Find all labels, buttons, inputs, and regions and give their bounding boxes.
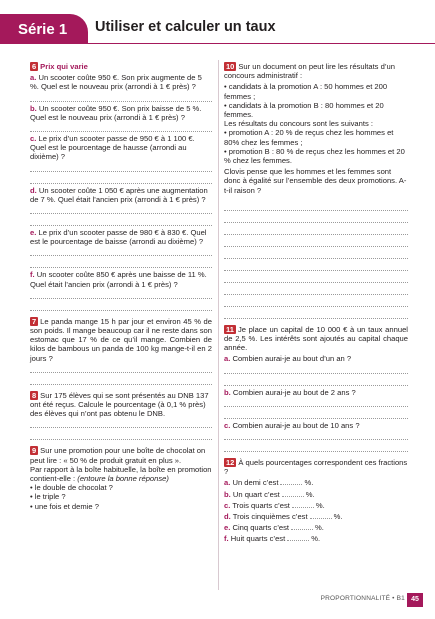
question-letter: e. [30, 228, 37, 238]
question-text: Cinq quarts c’est [232, 523, 290, 533]
answer-line [30, 174, 212, 184]
question-letter: a. [224, 354, 231, 364]
answer-line [224, 201, 408, 211]
exercise-number: 11 [226, 324, 234, 334]
answer-line [30, 258, 212, 268]
question-letter: b. [224, 489, 231, 499]
exercise-number: 12 [226, 458, 235, 468]
question-text: Un scooter coûte 1 050 € après une augmentation de 7 %. Quel était l’ancien prix (arrondi à 1 € près) ? [30, 185, 208, 204]
question-letter: c. [224, 500, 231, 510]
answer-line [30, 430, 212, 440]
question-letter: d. [30, 185, 37, 195]
list-item: • promotion A : 20 % de reçus chez les hommes et 80% chez les femmes ; [224, 128, 408, 146]
answer-line [30, 216, 212, 226]
answer-line [224, 430, 408, 440]
option-item[interactable]: • le triple ? [30, 492, 212, 501]
exercise-number: 6 [32, 62, 37, 71]
question-letter: f. [224, 534, 229, 544]
answer-line [30, 375, 212, 385]
question-6f [30, 270, 212, 288]
answer-line [224, 237, 408, 247]
list-item: • candidats à la promotion A : 50 hommes et 200 femmes ; [224, 82, 408, 100]
answer-blank[interactable] [282, 496, 304, 497]
exercise-number: 10 [226, 62, 235, 71]
question-text: Le prix d’un scooter passe de 980 € à 830 €. Quel est le pourcentage de baisse (arrondi au dixième) ? [30, 228, 207, 247]
question-text: Un scooter coûte 850 € après une baisse de 11 %. Quel était l’ancien prix (arrondi à 1 € près) ? [30, 270, 207, 289]
exercise-title: Prix qui varie [40, 62, 88, 71]
question-6c [30, 134, 212, 162]
exercise-9 [30, 446, 212, 510]
exercise-8 [30, 391, 212, 441]
answer-blank[interactable] [291, 529, 313, 530]
question-11a [224, 354, 408, 363]
exercise-number: 7 [32, 316, 37, 326]
exercise-10 [224, 62, 408, 319]
answer-line [30, 122, 212, 132]
exercise-12 [224, 458, 408, 544]
exercise-text: À quels pourcentages correspondent ces fractions ? [224, 458, 408, 477]
page-header [0, 0, 435, 44]
answer-line [30, 289, 212, 299]
exercise-text: Sur 175 élèves qui se sont présentés au DNB 137 ont été reçus. Calcule le pourcentage (à 0,1 % près) des élèves qui n’ont pas obtenu le DNB. [30, 390, 209, 419]
exercise-11 [224, 325, 408, 452]
exercise-text: Les résultats du concours sont les suivants : [224, 119, 373, 129]
answer-line [30, 418, 212, 428]
answer-line [224, 376, 408, 386]
question-text: Un quart c’est [232, 489, 280, 499]
question-text: Combien aurai-je au bout d’un an ? [232, 354, 352, 364]
instruction-text: (entoure la bonne réponse) [77, 474, 169, 484]
exercise-question: Clovis pense que les hommes et les femmes sont donc à égalité sur l’ensemble des deux promotions. A-t-il raison ? [224, 167, 407, 195]
page-number: 45 [407, 593, 423, 607]
header-rule [88, 43, 435, 44]
exercise-text: Je place un capital de 10 000 € à un taux annuel de 2,5 %. Les intérêts sont ajoutés au capital chaque année. [224, 324, 408, 353]
option-list [30, 483, 212, 511]
question-6b [30, 104, 212, 122]
answer-line [224, 409, 408, 419]
percent-suffix: %. [333, 512, 343, 522]
question-text: Huit quarts c’est [230, 534, 286, 544]
option-item[interactable]: • une fois et demie ? [30, 502, 212, 511]
question-letter: d. [224, 512, 231, 522]
question-6a [30, 73, 212, 91]
question-text: Un scooter coûte 950 €. Son prix augmente de 5 %. Quel est le nouveau prix (arrondi à 1 € près) ? [30, 73, 202, 92]
footer-label: PROPORTIONNALITÉ • B1 [320, 595, 405, 602]
question-letter: c. [224, 420, 231, 430]
fraction-item [224, 490, 408, 499]
question-text: Trois cinquièmes c’est [232, 512, 308, 522]
option-item[interactable]: • le double de chocolat ? [30, 483, 212, 492]
question-letter: a. [30, 73, 37, 83]
candidate-list [224, 82, 408, 119]
exercise-text: Sur un document on peut lire les résultats d’un concours administratif : [224, 62, 395, 81]
percent-suffix: %. [304, 478, 314, 488]
right-column [224, 62, 408, 550]
question-text: Combien aurai-je au bout de 10 ans ? [232, 420, 360, 430]
question-text: Le prix d’un scooter passe de 950 € à 1 100 €. Quel est le pourcentage de hausse (arrondi au dixième) ? [30, 134, 195, 162]
percent-suffix: %. [315, 500, 325, 510]
answer-line [224, 225, 408, 235]
answer-line [224, 364, 408, 374]
question-text: Trois quarts c’est [232, 500, 290, 510]
question-letter: a. [224, 478, 231, 488]
fraction-item [224, 534, 408, 543]
percent-suffix: %. [305, 489, 315, 499]
answer-line [30, 363, 212, 373]
series-tab [0, 14, 88, 44]
answer-line [224, 273, 408, 283]
question-letter: f. [30, 270, 35, 280]
answer-line [224, 285, 408, 295]
answer-line [30, 246, 212, 256]
question-letter: e. [224, 523, 231, 533]
question-6d [30, 186, 212, 204]
answer-line [30, 162, 212, 172]
answer-blank[interactable] [280, 484, 302, 485]
question-text: Un scooter coûte 950 €. Son prix baisse de 5 %. Quel est le nouveau prix (arrondi à 1 € près) ? [30, 103, 202, 122]
answer-line [224, 249, 408, 259]
question-11b [224, 388, 408, 397]
column-divider [218, 60, 219, 590]
question-text: Un demi c’est [232, 478, 279, 488]
fraction-item [224, 523, 408, 532]
question-6e [30, 228, 212, 246]
answer-line [30, 204, 212, 214]
list-item: • promotion B : 80 % de reçus chez les hommes et 20 % chez les femmes. [224, 147, 408, 165]
answer-line [224, 297, 408, 307]
answer-line [224, 442, 408, 452]
left-column [30, 62, 212, 517]
answer-line [224, 309, 408, 319]
fraction-item [224, 512, 408, 521]
exercise-text: Sur une promotion pour une boîte de chocolat on peut lire : « 50 % de produit gratuit en plus ». [30, 446, 206, 465]
page-footer [235, 593, 435, 607]
fraction-item [224, 501, 408, 510]
question-11c [224, 421, 408, 430]
exercise-number: 8 [32, 390, 37, 400]
page-title: Utiliser et calculer un taux [95, 19, 276, 35]
answer-line [30, 301, 212, 311]
answer-line [224, 397, 408, 407]
series-label: Série 1 [18, 21, 68, 38]
exercise-7 [30, 317, 212, 385]
percent-suffix: %. [311, 534, 321, 544]
answer-line [224, 261, 408, 271]
exercise-text: Le panda mange 15 h par jour et environ 45 % de son poids. Il mange beaucoup car il ne reste dans son estomac que 17 % de ce qu’il mange. Combien de kilos de bambous un panda de 100 kg mange-t-il en 2 jours ? [30, 316, 212, 363]
question-letter: c. [30, 134, 37, 144]
question-text: Combien aurai-je au bout de 2 ans ? [232, 387, 356, 397]
answer-line [30, 92, 212, 102]
exercise-number: 9 [32, 446, 37, 456]
percent-suffix: %. [315, 523, 324, 533]
results-list [224, 128, 408, 165]
answer-blank[interactable] [287, 540, 309, 541]
fraction-item [224, 478, 408, 487]
question-letter: b. [224, 387, 231, 397]
answer-line [224, 213, 408, 223]
answer-blank[interactable] [292, 507, 314, 508]
exercise-text: Par rapport à la boîte habituelle, la boîte en promotion contient-elle : [30, 464, 212, 484]
question-letter: b. [30, 103, 37, 113]
exercise-6 [30, 62, 212, 311]
answer-blank[interactable] [310, 518, 332, 519]
list-item: • candidats à la promotion B : 80 hommes et 20 femmes. [224, 101, 408, 119]
